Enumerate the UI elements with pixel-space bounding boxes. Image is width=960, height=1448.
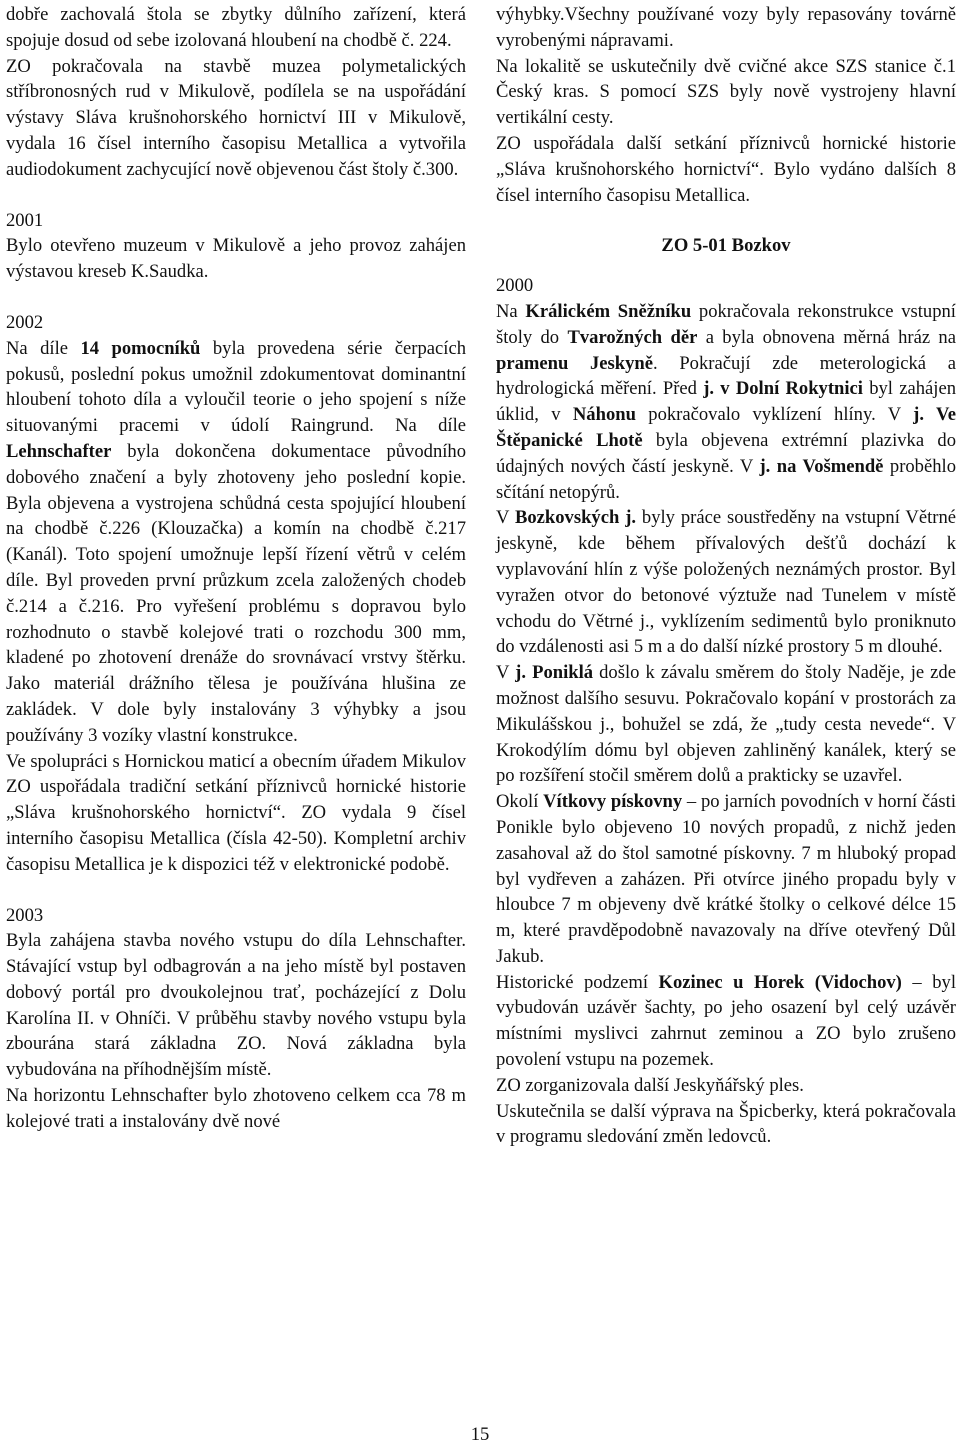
text: byl zahájen úklid, v	[496, 378, 956, 426]
bold-term: Lehnschafter	[6, 440, 112, 462]
bold-term: j. Poniklá	[515, 662, 594, 684]
bold-term: Vítkovy pískovny	[543, 791, 683, 813]
bold-term: 14 pomocníků	[80, 337, 201, 359]
text: V	[496, 507, 515, 529]
bold-term: Králickém Sněžníku	[525, 300, 692, 322]
bold-term: Bozkovských j.	[514, 507, 637, 529]
text: Historické podzemí	[496, 971, 659, 993]
text: byly práce soustředěny na vstupní Větrné jeskyně, kde během přívalových dešťů dochází k vyplavování hlín z výše položených neznámých prostor. Byl vyražen otvor do betonové výztuže nad Tunelem v místě vchodu do Větrné j., vyklízením sedimentů bylo proniknuto do vzdálenosti asi 5 m a do další nízké prostory 5 m dlouhé.	[496, 507, 956, 658]
paragraph-vitkova-piskovna	[496, 789, 956, 970]
year-2003: 2003	[6, 904, 44, 926]
right-column	[496, 2, 956, 1150]
text: proběhlo sčítání netopýrů.	[496, 455, 956, 503]
paragraph-2003-entrance: Byla zahájena stavba nového vstupu do díla Lehnschafter. Stávající vstup byl odbagrován a na jeho místě byl postaven dobový portál pro dvoukolejnou trať, pocházející z Dolu Karolína II. v Ohníči. V průběhu stavby nového vstupu byla zbourána stará základna ZO. Nová základna byla vybudována na příhodnějším místě.	[6, 930, 466, 1081]
paragraph-spitsbergen: Uskutečnila se další výprava na Špicberky, která pokračovala v programu sledování změn ledovců.	[496, 1100, 956, 1148]
text: byla provedena série čerpacích pokusů, poslední pokus umožnil zdokumentovat dominantní hloubení tohoto díla a vyloučil teorie o jeho spojení s níže situovanými pracemi v údolí Raingrund. Na díle	[6, 337, 467, 437]
paragraph-2001: Bylo otevřeno muzeum v Mikulově a jeho provoz zahájen výstavou kreseb K.Saudka.	[6, 235, 466, 283]
paragraph-ponikla	[496, 660, 956, 789]
text: byla objevena extrémní plazivka do údajných nových částí jeskyně. V	[496, 429, 956, 477]
text: – po jarních povodních v horní části Ponikle bylo objeveno 10 nových propadů, z nichž jeden zasahoval až do štol samotné pískovny. 7 m hluboký propad byl vydřeven a zaházen. Při otvírce jiného propadu byly v hloubce 7 m objeveny dvě krátké štolky o celkové délce 15 m, které pravděpodobně navazovaly na dříve otevřený Důl Jakub.	[496, 791, 956, 967]
paragraph-meeting: ZO uspořádala další setkání příznivců hornické historie „Sláva krušnohorského hornictví“. Bylo vydáno dalších 8 čísel interního časopisu Metallica.	[496, 132, 956, 206]
bold-term: j. Ve Štěpanické Lhotě	[496, 404, 956, 451]
left-column	[6, 2, 466, 1135]
text: byla dokončena dokumentace původního dobového značení a byly zhotoveny jeho poslední kopie. Byla objevena a vystrojena schůdná cesta spojující hloubení na chodbě č.226 (Klouzačka) a komín na chodbě č.217 (Kanál). Toto spojení umožnuje lepší řízení větrů v celém díle. Byl proveden první průzkum zcela založených chodeb č.214 a č.216. Pro vyřešení problému s dopravou bylo rozhodnuto o stavbě kolejové trati o rozchodu 300 mm, kladené po zhotovení drenáže do srovnávací vrstvy štěrku. Jako materiál drážního tělesa je používána hlušina ze zakládek. V dole byly instalovány 3 výhybky a jsou používány 3 vozíky vlastní konstrukce.	[6, 440, 466, 746]
bold-term: j. v Dolní Rokytnici	[703, 378, 863, 400]
paragraph-kozinec	[496, 970, 956, 1073]
year-2002: 2002	[6, 311, 44, 333]
paragraph-kralicky-sneznik	[496, 299, 956, 505]
bold-term: Kozinec u Horek (Vidochov)	[658, 971, 902, 993]
text: – byl vybudován uzávěr šachty, po jeho osazení byl celý uzávěr místními myslivci zahrnut zeminou a ZO bylo zrušeno povolení vstupu na pozemek.	[496, 971, 957, 1071]
paragraph-2003-track: Na horizontu Lehnschafter bylo zhotoveno celkem cca 78 m kolejové trati a instalovány dvě nové	[6, 1085, 466, 1132]
text: Na díle	[6, 337, 81, 359]
paragraph-bozkov-caves	[496, 505, 956, 660]
bold-term: Náhonu	[572, 404, 636, 426]
text: pokračovala rekonstrukce vstupní štoly do	[496, 300, 956, 348]
page-number: 15	[470, 1424, 490, 1445]
year-2000: 2000	[496, 275, 534, 297]
year-2001: 2001	[6, 209, 44, 231]
bold-term: j. na Vošmendě	[759, 455, 884, 477]
bold-term: pramenu Jeskyně	[496, 352, 653, 374]
bold-term: Tvarožných děr	[567, 326, 698, 348]
paragraph-museum: ZO pokračovala na stavbě muzea polymetalických stříbronosných rud v Mikulově, podílela se na uspořádání výstavy Sláva krušnohorského hornictví III v Mikulově, vydala 16 čísel interního časopisu Metallica a vytvořila audiodokument zachycující nově objevenou část štoly č.300.	[6, 55, 466, 180]
paragraph-switches: výhybky.Všechny používané vozy byly repasovány továrně vyrobenými nápravami.	[496, 4, 956, 51]
paragraph-2002-events: Ve spolupráci s Hornickou maticí a obecním úřadem Mikulov ZO uspořádala tradiční setkání příznivců hornické historie „Sláva krušnohorského hornictví“. ZO vydala 9 čísel interního časopisu Metallica (čísla 42-50). Kompletní archiv časopisu Metallica je k dispozici též v elektronické podobě.	[6, 750, 466, 875]
text: Na	[496, 300, 526, 322]
paragraph-szs: Na lokalitě se uskutečnily dvě cvičné akce SZS stanice č.1 Český kras. S pomocí SZS byly nově vystrojeny hlavní vertikální cesty.	[496, 55, 956, 129]
text: Okolí	[496, 791, 544, 813]
text: . Pokračují zde meterologická a hydrologická měření. Před	[496, 352, 956, 400]
paragraph-2002-work	[6, 336, 466, 749]
section-heading: ZO 5-01 Bozkov	[661, 235, 791, 257]
text: a byla obnovena měrná hráz na	[697, 326, 956, 348]
paragraph-intro: dobře zachovalá štola se zbytky důlního zařízení, která spojuje dosud od sebe izolovaná hloubení na chodbě č. 224.	[6, 4, 466, 51]
text: došlo k závalu směrem do štoly Naděje, je zde možnost dalšího sesuvu. Pokračovalo kopání v prostorách za Mikulášskou j., bohužel se zdá, že „tudy cesta nevede“. V Krokodýlím dómu byl objeven zahliněný kanálek, který se po rozšíření stočil směrem dolů a prakticky se uzavřel.	[496, 662, 956, 787]
paragraph-ball: ZO zorganizovala další Jeskyňářský ples.	[496, 1074, 804, 1096]
text: pokračovalo vyklízení hlíny. V	[635, 404, 914, 426]
text: V	[496, 662, 516, 684]
